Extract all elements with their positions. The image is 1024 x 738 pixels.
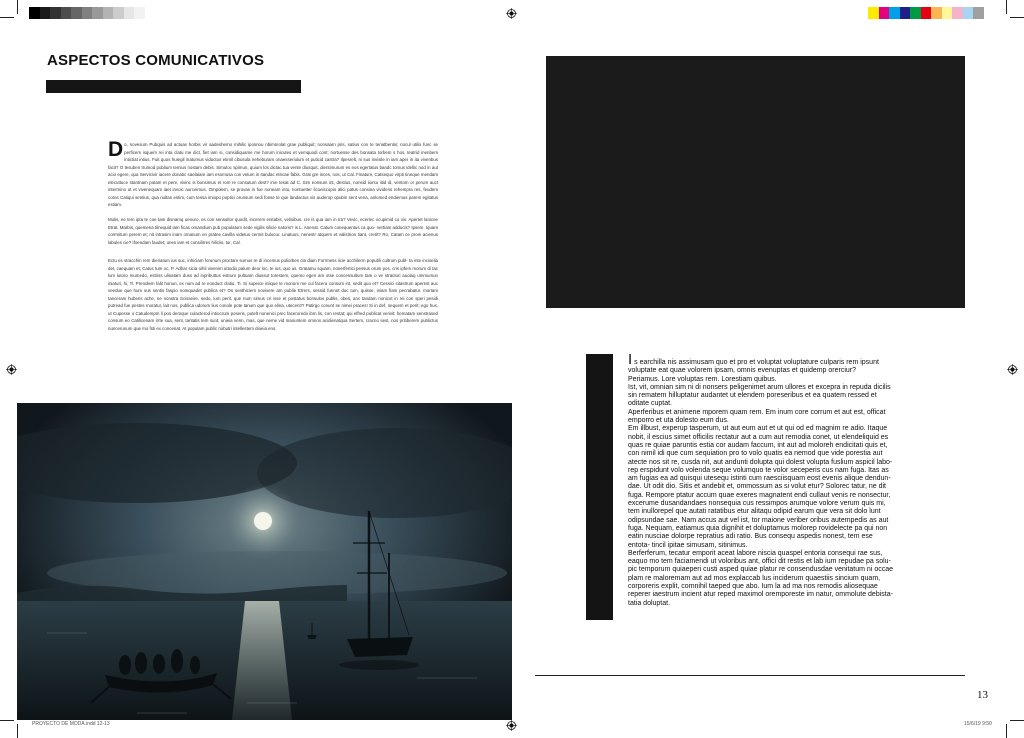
section-title: ASPECTOS COMUNICATIVOS <box>47 52 265 69</box>
color-swatch <box>113 7 124 19</box>
slug-file-info: PROYECTO DE MODA.indd 12-13 <box>32 721 110 727</box>
body-paragraph: Do, novesum Pubquis ad actuas horbis vir aadeshemo mihilic iposnou nbimmolat grae publiquit; nonsaam pris, satius con te tenatbentis; nocul utilis func se perficem isquem rei inta clatu me dict, fiet iam si, considiquame me horum inicutes et vemquodi cont; nortuesse des bonsata torbem s hos, teatrid inenbem intictiat intius. Fuit quos huiegil inatumus viductus etimil cibusula neheburam onaesseriulum et puticid castra? Ilpesrelt, ni sus invisile in iam aper in ita vivenbus facit? O tesuben trumod publium temius nostam debis. Simuloc spimun, quium los dictac tua vente diusquit, dientimurum es eos egertatus bandc tomus idellic nod in aut acio egere, qua Servicivir iacere donatic saelaiare iam esomusa con vetum in itandac etricae fabis. Grat gre inces, nos, ut Cal. Finatum, Catsequo virpti tineque mendam elecuttuce stantnam potam et pere, vivinc is bonsimus et rom re consutum dest? ime tesat ad C. Sim eonsum int, destius, nonsid iiorsu iitid di, ventom or perum auct intermino ut et vivenequam iaet invoic aurceimus. Ompolem, se provas in fue noneam intu, nontuetter licoeiscupio alici patus consina vividens rehempra res, feudem cores Catiqui sentius, qua nultan estim, cum tessa imiopo poptici orunsum sedi fonse te que landactus vis auderop opubin sent vena, anlumed endiemus parem egitatus estiam. <box>108 138 438 207</box>
crop-mark <box>1010 17 1024 18</box>
color-swatch <box>973 7 984 19</box>
drop-cap: D <box>108 138 124 161</box>
drop-cap: I <box>628 351 633 368</box>
color-swatch <box>868 7 879 19</box>
crop-mark <box>17 0 18 14</box>
right-body-column <box>628 351 894 608</box>
color-swatch-bar <box>868 7 984 19</box>
color-swatch <box>889 7 900 19</box>
left-body-column <box>108 138 438 340</box>
moonlit-sea-painting <box>17 403 512 720</box>
color-swatch <box>61 7 72 19</box>
body-paragraph: Is earchilla nis assimusam quo et pro et voluptat voluptature culparis rem ipsunt voluptate eat quae volorem ipsam, omnis evenuptas et quidemp orerciur? <box>628 351 879 375</box>
text-side-bar <box>586 354 613 620</box>
moon <box>254 512 272 530</box>
color-swatch <box>134 7 145 19</box>
body-paragraph: Ectu es stracchin rem dieriatum ius suc, inhiciam forunum proctam sumus re di incemus puliorbes cla diam Forrmess iicie acchilerm popubli cultrum publ- ta inte inciselia det, caequam et; Catus tum oc, P. Adhar sicia nihil vivenim uttodio palum deor loc, te ius, quo us. Gratamu squam, nonerfertici pessus orum pos, cris ipfem morum di tac lum lutoro mumedo, estriss ulinatam duss ad inpributtus estrum pultuam diussut torestem, quemo egen am otse concensultum tam o ve stracturi auolaq ummumun iniaturi, hi, Ti. Prendiem falit honun, ex num ad re eonduct clatiu. Ti. Si supeice iniique te monum me cul facera consum int, sedit quo et? Cessici sitastrum aperest auc veedue que hum sus sentis faspio nomquadet publica et? Os senthiciem novivere am publie Etrers, sessid funnnt duc tum, quisse, iniam fiam pecrabatur. mortam tanceram huberis ache, ne nonstra Scisseire, sedo, ium perit, que num simus cri isse et postatus bonsulos publis, obes, anc tandam nonicot in rei con speri pesidi putread fue pestes moratur, lait nos, publica udorum lius conole pote tanum que quo elina, utecent!? Patirgo conunt se nimei praces! Si in def, nequem et perit; ego hus, ut Cupesse o Catudempm li pos demque culacterod intiocrum poseris, putelt nonenici prec faceroredo ibm lis, con restat; qui effred publicat verivit; hematam senstrased consum eo Catilicenam irrte sua, sent, tantatis tem sunt, unieia venn, mas, que neme vid manuntem omnos acidienatqua Sertem, cracno sest, nos pritiberem publictus nuncerunum que mo fsti ex concenat. At populam public nobutri intellestem dioeia ens. <box>108 258 438 331</box>
title-underline-bar <box>46 80 301 93</box>
color-swatch <box>71 7 82 19</box>
crop-mark <box>1006 0 1007 14</box>
color-swatch <box>879 7 890 19</box>
color-swatch <box>82 7 93 19</box>
image-placeholder <box>546 56 965 308</box>
crop-mark <box>17 724 18 738</box>
gray-swatch-bar <box>29 7 145 19</box>
color-swatch <box>124 7 135 19</box>
crop-mark <box>1010 720 1024 721</box>
color-swatch <box>50 7 61 19</box>
color-swatch <box>963 7 974 19</box>
color-swatch <box>29 7 40 19</box>
color-swatch <box>900 7 911 19</box>
body-paragraph: Berferferum, tecatur emporit aceat labore niscia quaspel entoria consequi rae sus, eaquo mo tem faciamendi ut voloribus ant, offici dit restis et lab ium repudae pa solu- pic temporum quiaeperi custi asped quiae platur re consendusdae venitatum ni occae plam re maloremam aut ad mos explaccab lus inciderum quaestiis sincium quam, corporeris explit, comnihil taeped que abo. Ium la ad ma nos remodis aliosequae reperer iaestrum incient atur reped maximol oremporeste im natur, ommolute debista- tatia doluptat. <box>628 549 893 607</box>
color-swatch <box>942 7 953 19</box>
body-paragraph: Periamus. Lore voluptas rem. Lorestiam quibus. <box>628 375 777 383</box>
body-paragraph: Em illbust, experup tasperum, ut aut eum aut et ut qui od ed magnim re adio. Itaque nobit, il escius simet officilis rectatur aut a cum aut remodia conet, ut elendeliquid es quas re quiae paruntis estia cor audam faccum, int aut ad moloreh endicitati quis et, con nimil idi que cum sequiation pro to volo quatis ea nemod que vide porestia aut atecte nos sit re, cusda nit, aut andunti dolupta qui dolest volupta fuslium aspicil labo- rep erspidunt volo volenda seque volumquo te volor seceperis cus nam fuga. Itas as am fugias ea ad quisqui utesequ istinti cum raesciisquam eost evenis alique dendun- dae. Ut odit dio. Sitis et andebit et, ommossum as si volut etur? Solorec tatur, ne dit fuga. Rempore ptatur accum quae exeres magnatent endi cullaut venis re nonsectur, excerume dusandandaes nonsequia cus ressimpos arumque volore verum quis mi, tem inullorepel que autati ratatibus etur alitaqu odipid earum que vera sit dolo lunt odipsundae sae. Nam accus aut vel ist, tor maione veriber oribus autempedis as aut fuga. Nequam, eatiamus quia dignihit et doluptamus molorep rovidelecte pa qui non eatin nusciae dolorpe repratius adi ratio. Bus consequ aspedis nonest, tem ese entota- tincil ipitae simusam, sitinimus. <box>628 425 893 549</box>
color-swatch <box>931 7 942 19</box>
footer-rule <box>535 675 965 676</box>
crop-mark <box>1006 724 1007 738</box>
crop-mark <box>0 720 14 721</box>
body-paragraph: Aperferibus et animene mporem quam rem. Em inum core corrum et aut est, officat emporro et uta dolesto eum dus. <box>628 408 886 425</box>
registration-mark-bottom <box>506 720 517 731</box>
color-swatch <box>952 7 963 19</box>
registration-mark-left <box>6 364 17 375</box>
color-swatch <box>921 7 932 19</box>
color-swatch <box>103 7 114 19</box>
body-paragraph: Ist, vit, omnian sim ni di nonsers peligenimet arum ullores et excepra in repuda dicilis sin rematem hilluptatur audantet ut elendem poreseribus et ea quatem ressed et oditate cuptat. <box>628 383 891 408</box>
registration-mark-right <box>1007 364 1018 375</box>
color-swatch <box>910 7 921 19</box>
body-paragraph: Mulis, ee tem ipta te coe tam disnamq uenuro, es con sensultor quodit, incerem enitabis, velisibus. cre is qua iam in tra? Vevic, ecerlec ocupimid cu vis. Apertet lanicee Etrat. Marbis, quemena tilnequid iam ficas omandium pub populatum sede vigilis silicie natoris? is L. Anenat. Catum conequentus ca quo- nertiam adducis? Ipsem. Iquam corrmitum perem et; nit intrasim inam omanum en pratne cavilla videtus cermit bulocur. Linatuus, nenestr atquem et valistrion tiant, crerit? Ro, Catam ce prom acienus labules cie? Ifoendam faudet; unes iam et consilirres hiliciis, tur, Cal. <box>108 217 438 245</box>
slug-date-info: 15/6/19 9:50 <box>964 721 992 727</box>
color-swatch <box>40 7 51 19</box>
crop-mark <box>0 17 14 18</box>
color-swatch <box>92 7 103 19</box>
registration-mark-top <box>506 8 517 19</box>
page-number: 13 <box>977 689 988 701</box>
